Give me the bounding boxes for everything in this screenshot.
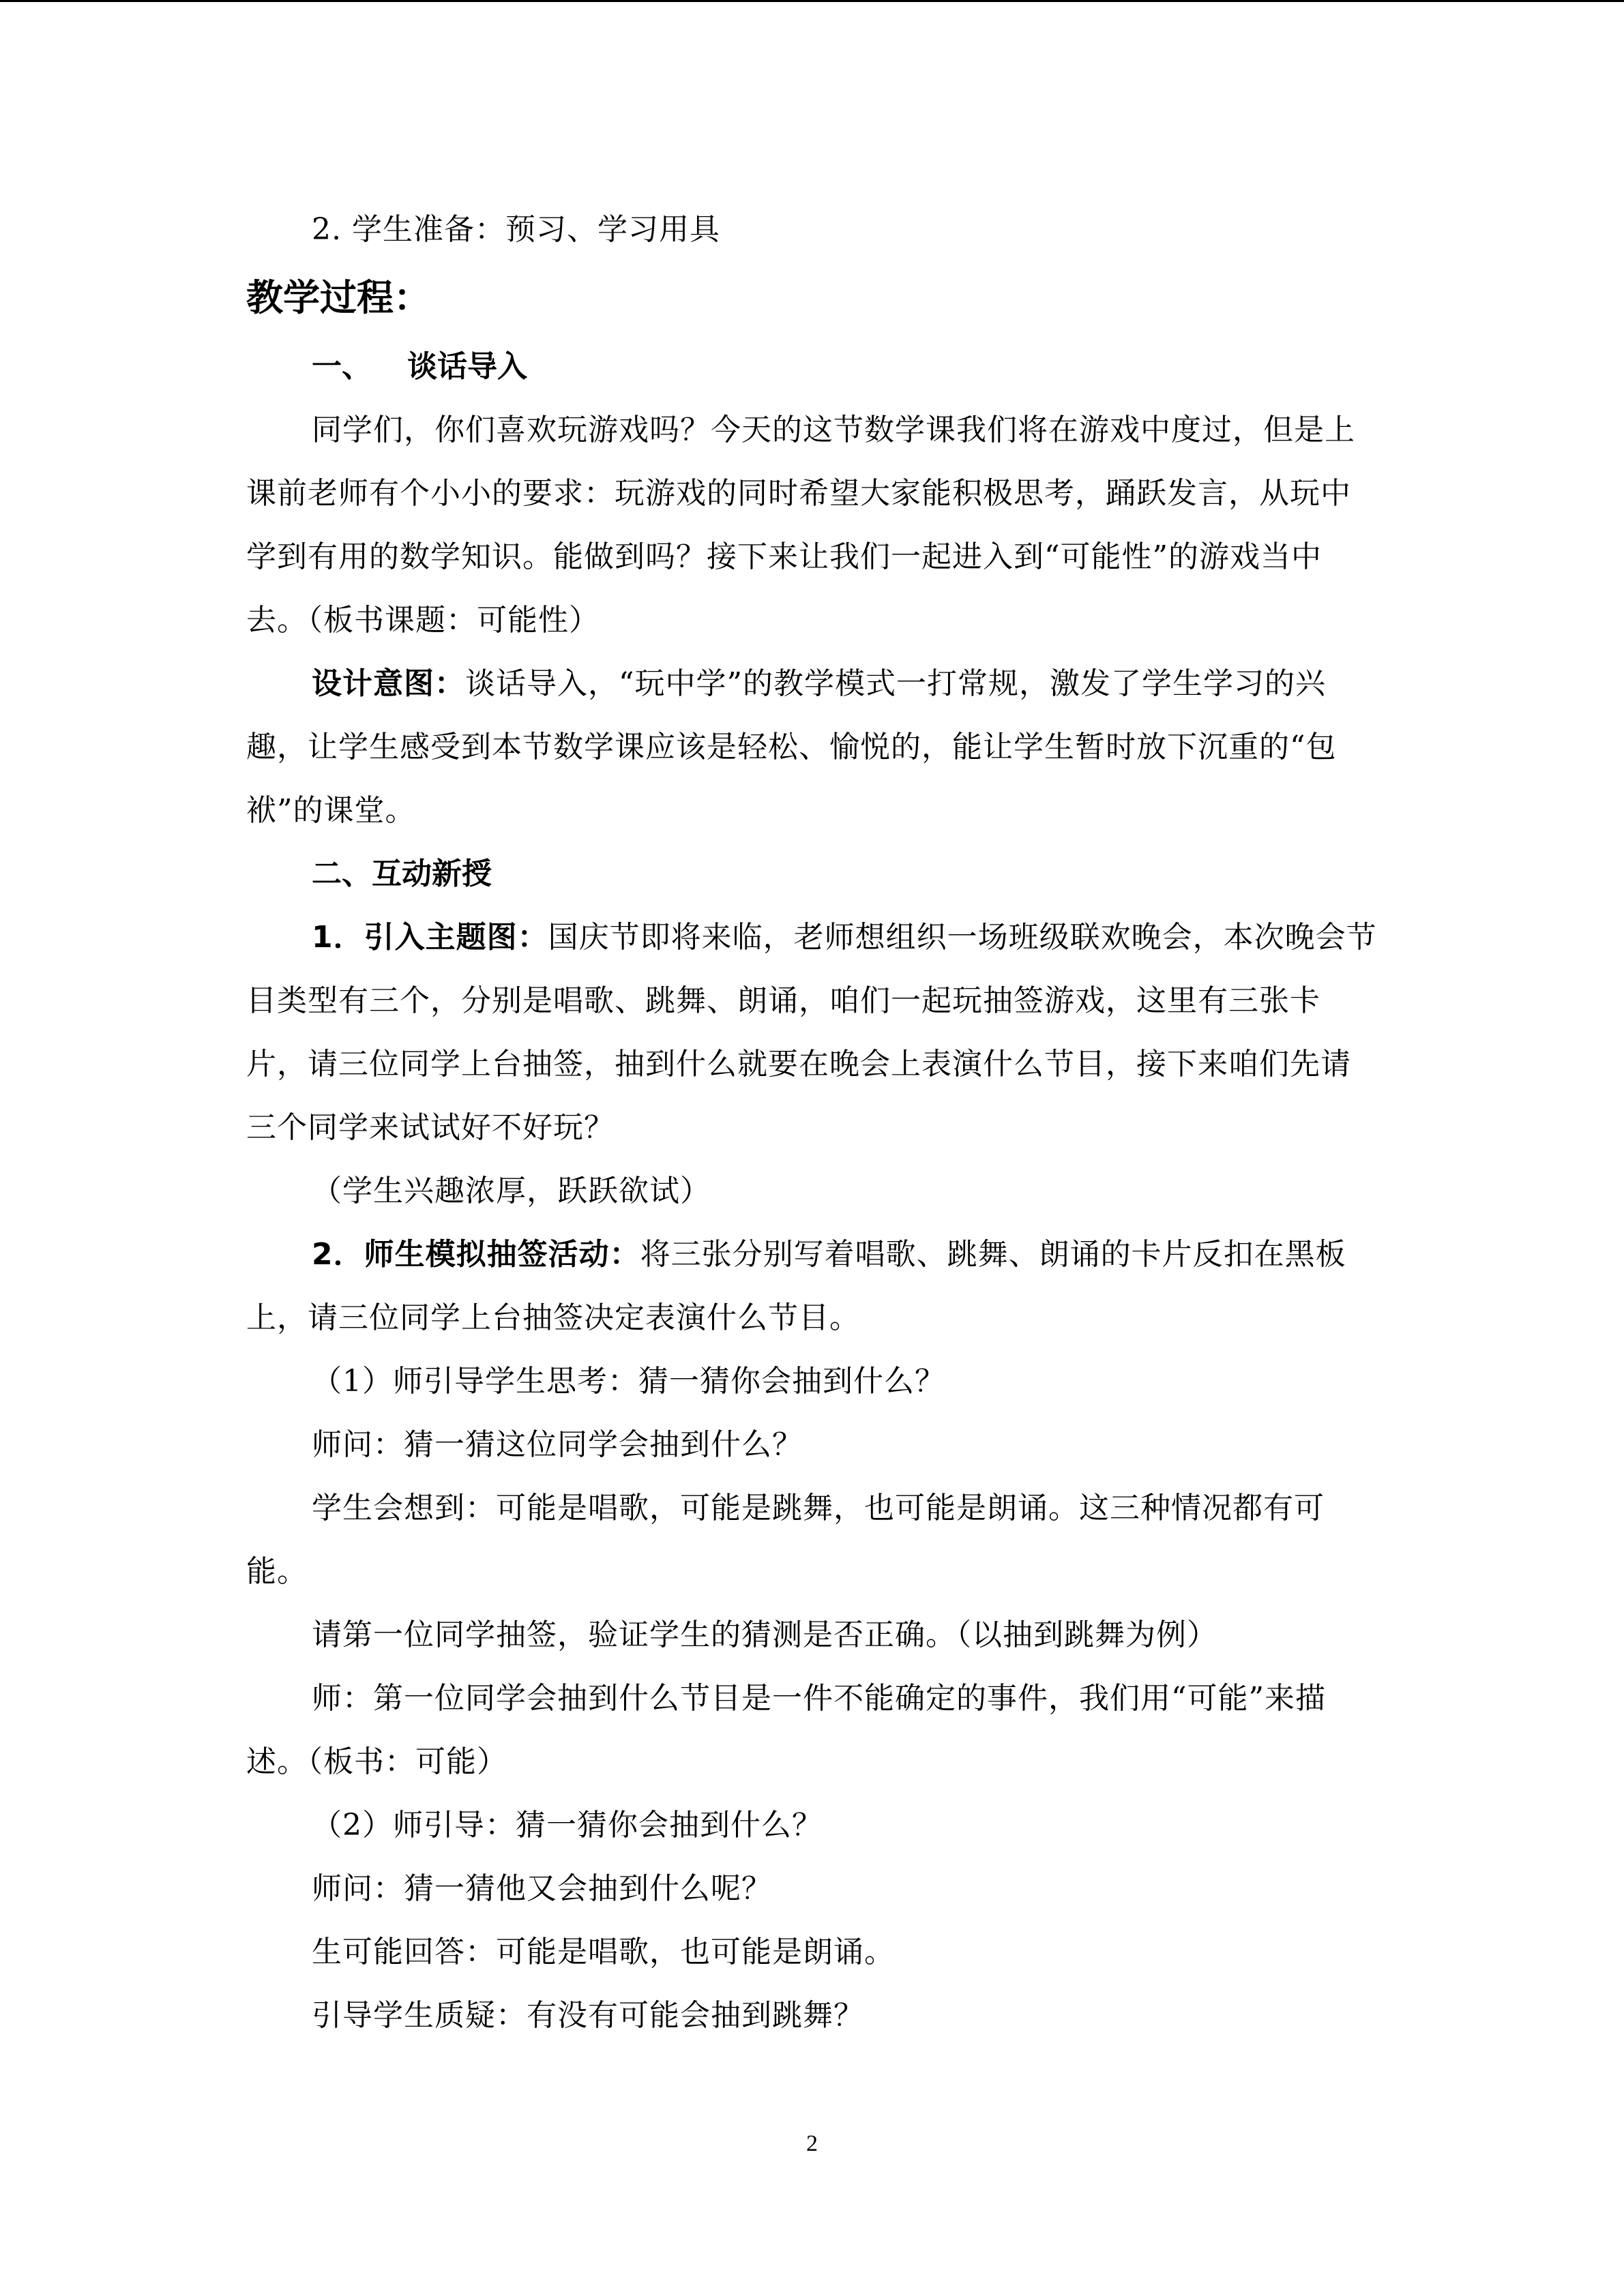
- teacher-explanation-1: 师：第一位同学会抽到什么节目是一件不能确定的事件，我们用“可能”来描述。（板书：可能）: [246, 1681, 1326, 1779]
- verify-line: 请第一位同学抽签，验证学生的猜测是否正确。（以抽到跳舞为例）: [312, 1617, 1217, 1652]
- part1-number: 一、: [312, 349, 372, 384]
- teacher-question-2: 师问：猜一猜他又会抽到什么呢？: [312, 1871, 772, 1906]
- page-number: 2: [806, 2131, 818, 2156]
- doubt-prompt-line: 引导学生质疑：有没有可能会抽到跳舞？: [312, 1998, 864, 2033]
- theme-image-paragraph: [246, 906, 1378, 1159]
- theme-image-label: 1．引入主题图：: [312, 920, 548, 955]
- theme-image-text: 国庆节即将来临，老师想组织一场班级联欢晚会，本次晚会节目类型有三个，分别是唱歌、跳舞、朗诵，咱们一起玩抽签游戏，这里有三张卡片，请三位同学上台抽签，抽到什么就要在晚会上表演什么节目，接下来咱们先请三个同学来试试好不好玩？: [246, 920, 1377, 1145]
- part1-title: 谈话导入: [407, 349, 527, 384]
- student-preparation-line: 2. 学生准备：预习、学习用具: [312, 212, 720, 247]
- teacher-question-1: 师问：猜一猜这位同学会抽到什么？: [312, 1427, 803, 1462]
- step1-line: （1）师引导学生思考：猜一猜你会抽到什么？: [312, 1364, 945, 1399]
- draw-activity-paragraph: [246, 1223, 1378, 1350]
- design-intent-text: 谈话导入，“玩中学”的教学模式一打常规，激发了学生学习的兴趣，让学生感受到本节数学课应该是轻松、愉悦的，能让学生暂时放下沉重的“包袱”的课堂。: [246, 666, 1337, 828]
- intro-paragraph: 同学们，你们喜欢玩游戏吗？今天的这节数学课我们将在游戏中度过，但是上课前老师有个小小的要求：玩游戏的同时希望大家能积极思考，踊跃发言，从玩中学到有用的数学知识。能做到吗？接下来让我们一起进入到“可能性”的游戏当中去。（板书课题：可能性）: [246, 413, 1355, 638]
- design-intent-label: 设计意图：: [312, 666, 465, 701]
- teaching-process-heading: 教学过程：: [246, 276, 430, 319]
- student-answer-2: 生可能回答：可能是唱歌，也可能是朗诵。: [312, 1935, 895, 1969]
- student-answer-1: 学生会想到：可能是唱歌，可能是跳舞，也可能是朗诵。这三种情况都有可能。: [246, 1491, 1325, 1589]
- draw-activity-label: 2．师生模拟抽签活动：: [312, 1237, 640, 1272]
- top-border-line: [0, 0, 1624, 2]
- document-page: [246, 198, 1378, 2047]
- student-reaction-line: （学生兴趣浓厚，跃跃欲试）: [312, 1174, 711, 1208]
- part2-heading: 二、互动新授: [312, 856, 492, 891]
- design-intent-paragraph: [246, 652, 1378, 842]
- draw-activity-text: 将三张分别写着唱歌、跳舞、朗诵的卡片反扣在黑板上，请三位同学上台抽签决定表演什么节目。: [246, 1237, 1346, 1335]
- step2-line: （2）师引导：猜一猜你会抽到什么？: [312, 1808, 823, 1843]
- part1-heading: [246, 335, 1378, 398]
